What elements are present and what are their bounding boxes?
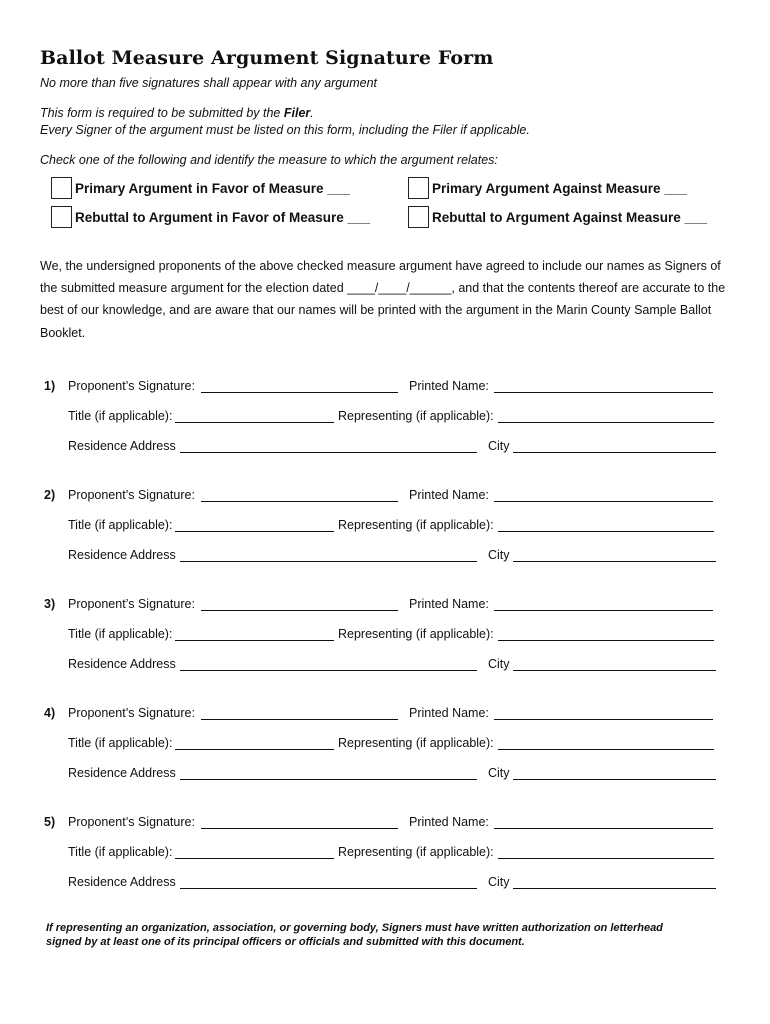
representing-field[interactable] xyxy=(498,640,714,641)
title-label: Title (if applicable): xyxy=(68,409,173,423)
city-label: City xyxy=(488,875,510,889)
signature-field[interactable] xyxy=(201,828,398,829)
city-field[interactable] xyxy=(513,452,716,453)
address-label: Residence Address xyxy=(68,657,176,671)
printed-name-label: Printed Name: xyxy=(409,597,489,611)
address-field[interactable] xyxy=(180,888,477,889)
title-label: Title (if applicable): xyxy=(68,518,173,532)
title-field[interactable] xyxy=(175,640,334,641)
title-field[interactable] xyxy=(175,858,334,859)
signature-label: Proponent’s Signature: xyxy=(68,597,195,611)
statement-line-3: best of our knowledge, and are aware that our names will be printed with the argument in the Marin County Sample Ballot xyxy=(40,303,712,317)
signer-number: 1) xyxy=(44,379,56,393)
page-title: Ballot Measure Argument Signature Form xyxy=(40,47,494,69)
option-primary-favor-label: Primary Argument in Favor of Measure ___ xyxy=(75,180,350,196)
address-field[interactable] xyxy=(180,452,477,453)
signer-number: 3) xyxy=(44,597,56,611)
signature-field[interactable] xyxy=(201,501,398,502)
title-field[interactable] xyxy=(175,422,334,423)
signer-number: 4) xyxy=(44,706,56,720)
signature-label: Proponent’s Signature: xyxy=(68,488,195,502)
printed-name-label: Printed Name: xyxy=(409,815,489,829)
intro-line-1 xyxy=(40,106,314,120)
subtitle: No more than five signatures shall appear with any argument xyxy=(40,76,377,90)
signature-label: Proponent’s Signature: xyxy=(68,379,195,393)
representing-label: Representing (if applicable): xyxy=(338,518,494,532)
representing-label: Representing (if applicable): xyxy=(338,736,494,750)
address-field[interactable] xyxy=(180,561,477,562)
address-label: Residence Address xyxy=(68,875,176,889)
representing-label: Representing (if applicable): xyxy=(338,627,494,641)
city-label: City xyxy=(488,548,510,562)
signer-number: 5) xyxy=(44,815,56,829)
printed-name-field[interactable] xyxy=(494,392,713,393)
representing-field[interactable] xyxy=(498,531,714,532)
check-instruction: Check one of the following and identify the measure to which the argument relates: xyxy=(40,153,498,167)
checkbox-primary-against[interactable] xyxy=(408,177,429,199)
city-label: City xyxy=(488,439,510,453)
statement-line-1: We, the undersigned proponents of the above checked measure argument have agreed to include our names as Signers of xyxy=(40,259,721,273)
title-label: Title (if applicable): xyxy=(68,736,173,750)
signature-field[interactable] xyxy=(201,719,398,720)
printed-name-field[interactable] xyxy=(494,828,713,829)
printed-name-label: Printed Name: xyxy=(409,379,489,393)
checkbox-rebuttal-against[interactable] xyxy=(408,206,429,228)
representing-label: Representing (if applicable): xyxy=(338,409,494,423)
checkbox-primary-favor[interactable] xyxy=(51,177,72,199)
signature-field[interactable] xyxy=(201,392,398,393)
printed-name-field[interactable] xyxy=(494,719,713,720)
option-primary-against-label: Primary Argument Against Measure ___ xyxy=(432,180,687,196)
option-primary-favor[interactable] xyxy=(51,176,350,200)
printed-name-field[interactable] xyxy=(494,501,713,502)
city-label: City xyxy=(488,766,510,780)
signature-field[interactable] xyxy=(201,610,398,611)
city-field[interactable] xyxy=(513,670,716,671)
address-field[interactable] xyxy=(180,670,477,671)
intro-line-2: Every Signer of the argument must be listed on this form, including the Filer if applicable. xyxy=(40,123,530,137)
intro-filer: Filer xyxy=(283,106,311,120)
address-label: Residence Address xyxy=(68,548,176,562)
city-field[interactable] xyxy=(513,888,716,889)
title-field[interactable] xyxy=(175,531,334,532)
signer-number: 2) xyxy=(44,488,56,502)
title-label: Title (if applicable): xyxy=(68,627,173,641)
printed-name-field[interactable] xyxy=(494,610,713,611)
printed-name-label: Printed Name: xyxy=(409,706,489,720)
option-rebuttal-favor[interactable] xyxy=(51,205,370,229)
city-field[interactable] xyxy=(513,779,716,780)
checkbox-rebuttal-favor[interactable] xyxy=(51,206,72,228)
intro-prefix: This form is required to be submitted by the xyxy=(40,106,284,120)
statement-line-4: Booklet. xyxy=(40,326,86,340)
option-rebuttal-favor-label: Rebuttal to Argument in Favor of Measure ___ xyxy=(75,209,371,225)
city-label: City xyxy=(488,657,510,671)
option-rebuttal-against[interactable] xyxy=(408,205,707,229)
address-label: Residence Address xyxy=(68,766,176,780)
title-field[interactable] xyxy=(175,749,334,750)
address-field[interactable] xyxy=(180,779,477,780)
signature-label: Proponent’s Signature: xyxy=(68,815,195,829)
city-field[interactable] xyxy=(513,561,716,562)
representing-field[interactable] xyxy=(498,422,714,423)
signature-label: Proponent’s Signature: xyxy=(68,706,195,720)
printed-name-label: Printed Name: xyxy=(409,488,489,502)
title-label: Title (if applicable): xyxy=(68,845,173,859)
statement-line-2: the submitted measure argument for the election dated ____/____/______, and that the contents thereof are accurate to the xyxy=(40,281,726,295)
footnote-line-2: signed by at least one of its principal officers or officials and submitted with this document. xyxy=(46,936,525,948)
option-primary-against[interactable] xyxy=(408,176,687,200)
representing-field[interactable] xyxy=(498,749,714,750)
representing-field[interactable] xyxy=(498,858,714,859)
intro-suffix: . xyxy=(310,106,314,120)
address-label: Residence Address xyxy=(68,439,176,453)
representing-label: Representing (if applicable): xyxy=(338,845,494,859)
option-rebuttal-against-label: Rebuttal to Argument Against Measure ___ xyxy=(432,209,708,225)
footnote-line-1: If representing an organization, association, or governing body, Signers must have written authorization on letterhead xyxy=(46,922,663,934)
